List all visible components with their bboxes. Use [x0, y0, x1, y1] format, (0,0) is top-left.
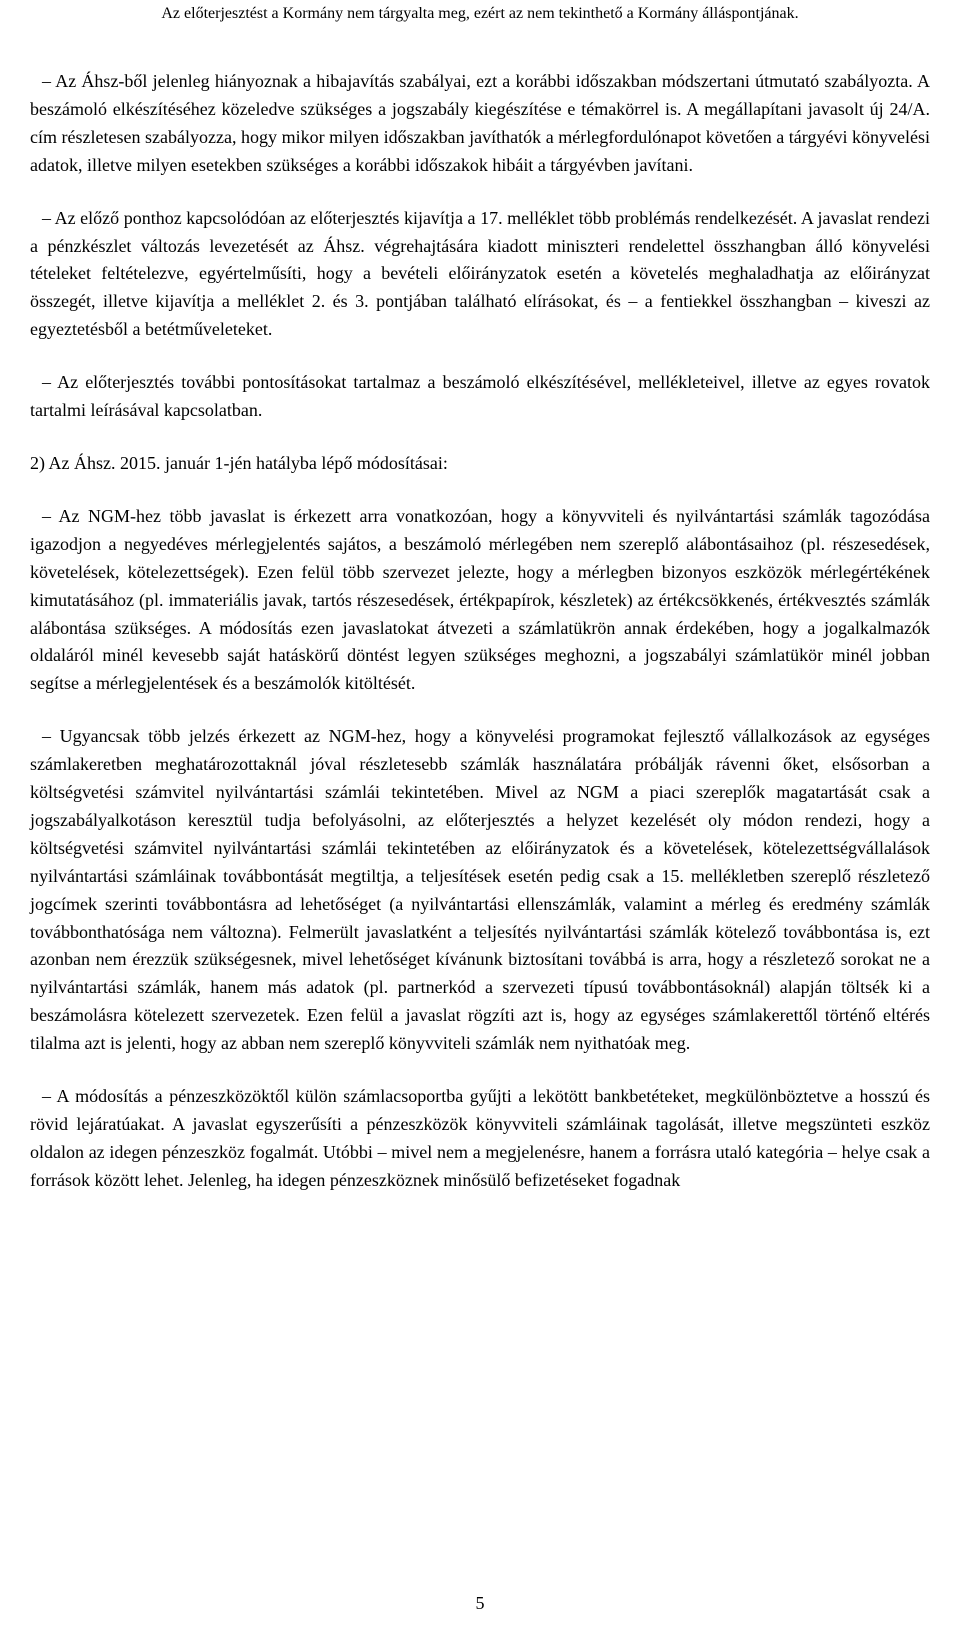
page-number: 5	[475, 1593, 485, 1613]
paragraph-konyvelesi-programok: – Ugyancsak több jelzés érkezett az NGM-hez, hogy a könyvelési programokat fejlesztő vállalkozások az egységes számlakeretben meghatározottaknál jóval részletesebb számlák használatára próbálják rávenni őket, elsősorban a költségvetési számvitel nyilvántartási számlái tekintetében. Mivel az NGM a piaci szereplők magatartását csak a jogszabályalkotáson keresztül tudja befolyásolni, az előterjesztés a helyzet kezelését oly módon rendezi, hogy a költségvetési számvitel nyilvántartási számlái tekintetében az előirányzatok és a követelések, kötelezettségvállalások nyilvántartási számláinak továbbontását megtiltja, a teljesítések esetén pedig csak a 15. mellékletben szereplő részletező jogcímek szerinti továbbontásra ad lehetőséget (a nyilvántartási ellenszámlák, valamint a mérleg és eredmény számlák továbbonthatósága nem változna). Felmerült javaslatként a teljesítés nyilvántartási számlák kötelező továbbontása is, ezt azonban nem érezzük szükségesnek, mivel lehetőséget kívánunk biztosítani továbbá is arra, hogy a részletező sorokat ne a nyilvántartási számlák, hanem más adatok (pl. partnerkód a szervezeti típusú továbbontásoknál) alapján töltsék ki a beszámolásra kötelezett szervezetek. Ezen felül a javaslat rögzíti azt is, hogy az egységes számlakerettől történő eltérés tilalma azt is jelenti, hogy az abban nem szereplő könyvviteli számlák nem nyithatóak meg.	[30, 726, 930, 1054]
paragraph-szamlak-tagozodasa: – Az NGM-hez több javaslat is érkezett arra vonatkozóan, hogy a könyvviteli és nyilvántartási számlák tagozódása igazodjon a negyedéves mérlegjelentés sajátos, a beszámoló mérlegében nem szereplő alábontásaihoz (pl. részesedések, követelések, kötelezettségek). Ezen felül több szervezet jelezte, hogy a mérlegben bizonyos eszközök mérlegértékének kimutatásához (pl. immateriális javak, tartós részesedések, értékpapírok, készletek) az értékcsökkenés, értékvesztés számlák alábontása szükséges. A módosítás ezen javaslatokat átvezeti a számlatükrön annak érdekében, hogy a jogalkalmazók oldaláról minél kevesebb saját hatáskörű döntést legyen szükséges meghozni, a jogszabályi számlatükör minél jobban segítse a mérlegjelentések és a beszámolók kitöltését.	[30, 505, 930, 694]
section-heading-2015-modositasok: 2) Az Áhsz. 2015. január 1-jén hatályba lépő módosításai:	[30, 452, 448, 473]
paragraph-17-melleklet: – Az előző ponthoz kapcsolódóan az előterjesztés kijavítja a 17. melléklet több problémás rendelkezését. A javaslat rendezi a pénzkészlet változás levezetését az Áhsz. végrehajtására kiadott miniszteri rendelettel összhangban álló könyvelési tételeket feltételezve, egyértelműsíti, hogy a bevételi előirányzatok esetén a követelés meghaladhatja az előirányzat összegét, illetve kijavítja a melléklet 2. és 3. pontjában található elírásokat, és – a fentiekkel összhangban – kiveszi az egyeztetésből a betétműveleteket.	[30, 207, 930, 340]
page-header: Az előterjesztést a Kormány nem tárgyalta meg, ezért az nem tekinthető a Kormány álláspontjának.	[161, 5, 799, 22]
paragraph-pontositasok: – Az előterjesztés további pontosításokat tartalmaz a beszámoló elkészítésével, mellékleteivel, illetve az egyes rovatok tartalmi leírásával kapcsolatban.	[30, 372, 930, 421]
paragraph-penzeszkozok: – A módosítás a pénzeszközöktől külön számlacsoportba gyűjti a lekötött bankbetéteket, megkülönböztetve a hosszú és rövid lejáratúakat. A javaslat egyszerűsíti a pénzeszközök könyvviteli számláinak tagolását, illetve megszünteti eszköz oldalon az idegen pénzeszköz fogalmát. Utóbbi – mivel nem a megjelenésre, hanem a forrásra utaló kategória – helye csak a források között lehet. Jelenleg, ha idegen pénzeszköznek minősülő befizetéseket fogadnak	[30, 1086, 930, 1190]
document-body	[30, 68, 930, 1220]
paragraph-hibajavitas: – Az Áhsz-ből jelenleg hiányoznak a hibajavítás szabályai, ezt a korábbi időszakban módszertani útmutató szabályozta. A beszámoló elkészítéséhez közeledve szükséges a jogszabály kiegészítése e témakörrel is. A megállapítani javasolt új 24/A. cím részletesen szabályozza, hogy mikor milyen időszakban javíthatók a mérlegfordulónapot követően a tárgyévi könyvelési adatok, illetve milyen esetekben szükséges a korábbi időszakok hibáit a tárgyévben javítani.	[30, 71, 930, 175]
